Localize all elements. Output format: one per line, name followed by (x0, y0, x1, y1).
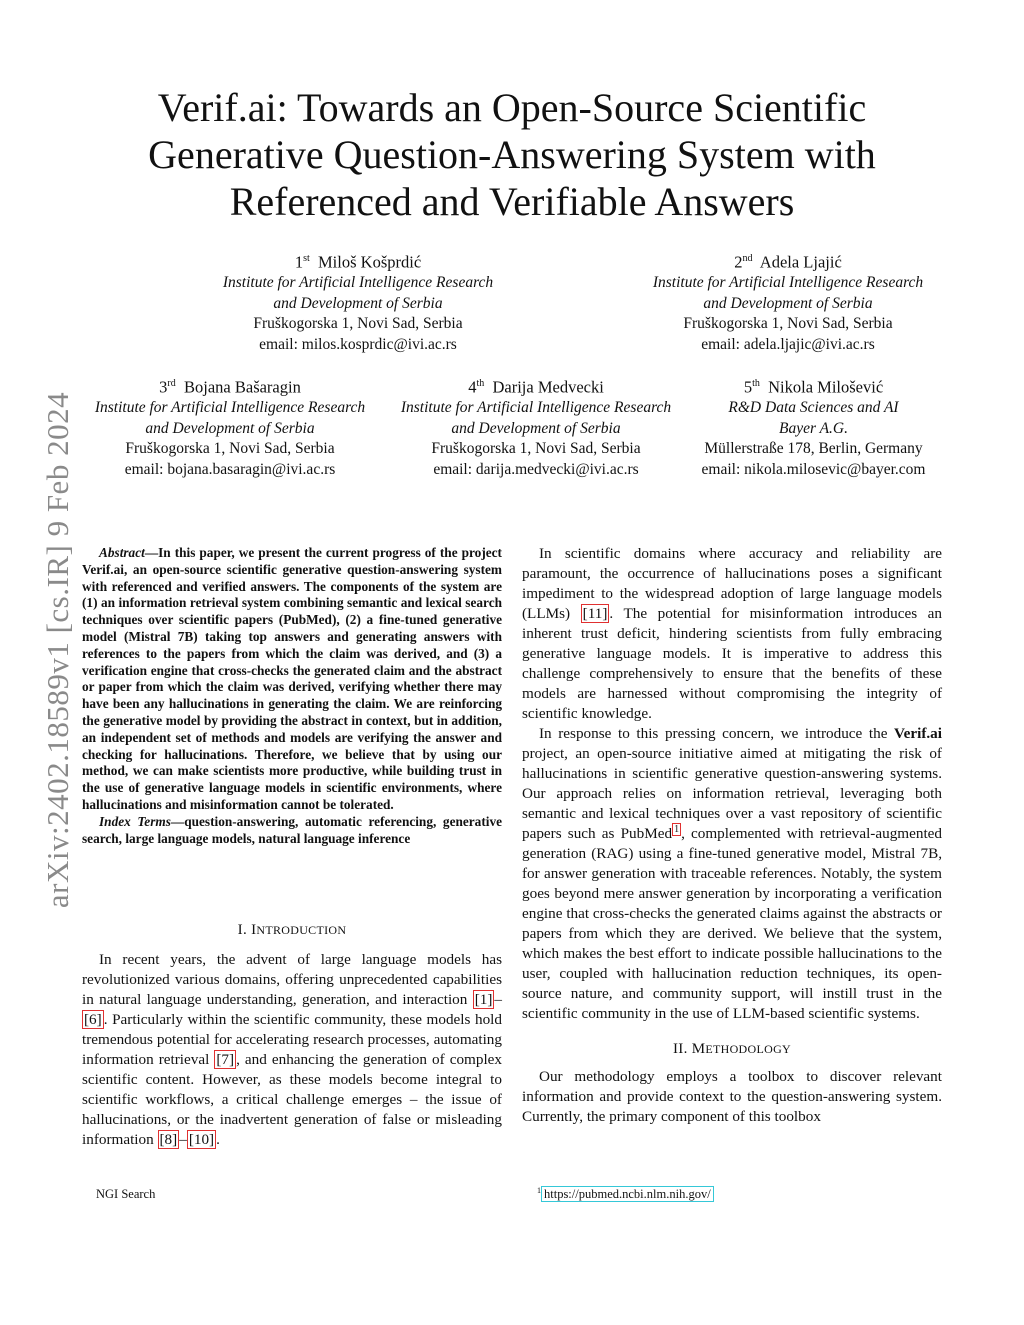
author-address: Fruškogorska 1, Novi Sad, Serbia (125, 440, 335, 457)
author-affiliation: and Development of Serbia (703, 294, 873, 312)
author-block (686, 374, 941, 480)
intro-paragraph: In recent years, the advent of large language models has revolutionized various domains, offering unprecedented capabilities in natural language understanding, generation, and interaction [1] –[6] . Particularly within the scientific community, these models hold tremendous potential for accelerating research processes, automating information retrieval [7] , and enhancing the generation of complex scientific content. However, as these models become integral to scientific workflows, a critical challenge emerges – the issue of hallucinations, or the inadvertent generation of false or misleading information [8] – [10] . (82, 951, 502, 1148)
author-email[interactable]: email: bojana.basaragin@ivi.ac.rs (124, 460, 336, 478)
arxiv-stamp: arXiv:2402.18589v1 [cs.IR] 9 Feb 2024 (40, 391, 75, 909)
author-block (208, 249, 508, 355)
title-line: Verif.ai: Towards an Open-Source Scientific (157, 85, 867, 130)
intro-section (82, 920, 502, 1150)
abstract (82, 545, 502, 847)
author-name: 4th Darija Medvecki (468, 377, 604, 397)
author-affiliation: R&D Data Sciences and AI (728, 399, 899, 416)
section-heading: I. INTRODUCTION (237, 922, 347, 938)
author-email[interactable]: email: milos.kosprdic@ivi.ac.rs (259, 335, 457, 353)
section-heading: II. METHODOLOGY (673, 1041, 791, 1057)
author-address: Müllerstraße 178, Berlin, Germany (704, 440, 923, 457)
paper-title (100, 84, 924, 225)
citation-link[interactable]: [7] (216, 1051, 235, 1068)
author-address: Fruškogorska 1, Novi Sad, Serbia (253, 315, 463, 332)
citation-link[interactable]: [8] (159, 1131, 178, 1148)
author-name: 2nd Adela Ljajić (734, 252, 842, 272)
author-email[interactable]: email: darija.medvecki@ivi.ac.rs (433, 460, 639, 478)
author-affiliation: and Development of Serbia (145, 419, 315, 437)
body-paragraph: In response to this pressing concern, we introduce the Verif.ai project, an open-source initiative aimed at mitigating the risk of hallucinations in scientific generative question-answering systems. Our approach relies on information retrieval, leveraging both semantic and lexical techniques over a vast repository of scientific papers such as PubMed $^1$ , complemented with retrieval-augmented generation (RAG) using a fine-tuned generative model, Mistral 7B, for answer generation with traceable references. Notably, the system goes beyond mere answer generation by incorporating a verification engine that cross-checks the generated claims against the abstracts or papers from which they are derived. We believe that the system, which makes the best effort to indicate possible hallucinations to the user, coupled with hallucination reduction techniques, its open-source nature, and community support, will instill trust in the scientific community in the use of LLM-based scientific systems. (522, 725, 942, 1022)
author-affiliation: Institute for Artificial Intelligence Research (652, 274, 924, 291)
author-affiliation: and Development of Serbia (451, 419, 621, 437)
author-email[interactable]: email: adela.ljajic@ivi.ac.rs (701, 335, 875, 353)
body-paragraph: In scientific domains where accuracy and reliability are paramount, the occurrence of hallucinations poses a significant impediment to the widespread adoption of large language models (LLMs) [11] . The potential for misinformation introduces an inherent trust deficit, hindering scientists from fully embracing generative language models. It is imperative to address this challenge comprehensively to ensure that the benefits of these models are harnessed without compromising the integrity of scientific knowledge. (522, 545, 942, 722)
footnote-url-link[interactable]: https://pubmed.ncbi.nlm.nih.gov/ (541, 1186, 714, 1202)
footnote-funding: NGI Search (96, 1187, 156, 1201)
author-address: Fruškogorska 1, Novi Sad, Serbia (683, 315, 893, 332)
author-affiliation: Institute for Artificial Intelligence Research (222, 274, 494, 291)
author-affiliation: and Development of Serbia (273, 294, 443, 312)
body-paragraph: Our methodology employs a toolbox to discover relevant information and provide context to the question-answering system. Currently, the primary component of this toolbox (522, 1068, 942, 1125)
citation-link[interactable]: [10] (188, 1131, 215, 1148)
author-name: 3rd Bojana Bašaragin (159, 377, 301, 397)
author-block (80, 374, 380, 480)
citation-link[interactable]: [1] (474, 991, 493, 1008)
author-name: 5th Nikola Milošević (743, 377, 884, 397)
author-name: 1st Miloš Košprdić (294, 252, 422, 272)
footnote: $^1$ https://pubmed.ncbi.nlm.nih.gov/ (537, 1186, 714, 1202)
index-terms: Index Terms—question-answering, automatic referencing, generative search, large language models, natural language inference (82, 813, 503, 846)
citation-link[interactable]: [6] (84, 1011, 102, 1028)
title-line: Referenced and Verifiable Answers (229, 179, 795, 224)
author-affiliation: Bayer A.G. (778, 419, 849, 437)
footnote-link[interactable]: 1 (674, 823, 680, 835)
abstract-paragraph: Abstract—In this paper, we present the current progress of the project Verif.ai, an open-source scientific generative question-answering system with referenced and verified answers. The components of the system are (1) an information retrieval system combining semantic and lexical search techniques over scientific papers (PubMed), (2) a fine-tuned generative model (Mistral 7B) taking top answers and generating answers with references to the papers from which the claim was derived, and (3) a verification engine that cross-checks the generated claim and the abstract or paper from which the claim was derived, verifying whether there may have been any hallucinations in generating the claim. We are reinforcing the generative model by providing the abstract in context, but in addition, an independent set of methods and models are verifying the answer and checking for hallucinations. Therefore, we believe that by using our method, we can make scientists more productive, while building trust in the use of generative language models in scientific environments, where hallucinations and misinformation cannot be tolerated. (82, 545, 502, 812)
right-column (522, 544, 942, 1127)
author-affiliation: Institute for Artificial Intelligence Research (94, 399, 366, 416)
author-block (638, 249, 938, 355)
title-line: Generative Question-Answering System with (148, 132, 876, 177)
author-block (386, 374, 686, 480)
citation-link[interactable]: [11] (582, 605, 608, 622)
author-email[interactable]: email: nikola.milosevic@bayer.com (701, 460, 926, 478)
author-address: Fruškogorska 1, Novi Sad, Serbia (431, 440, 641, 457)
author-affiliation: Institute for Artificial Intelligence Research (400, 399, 672, 416)
